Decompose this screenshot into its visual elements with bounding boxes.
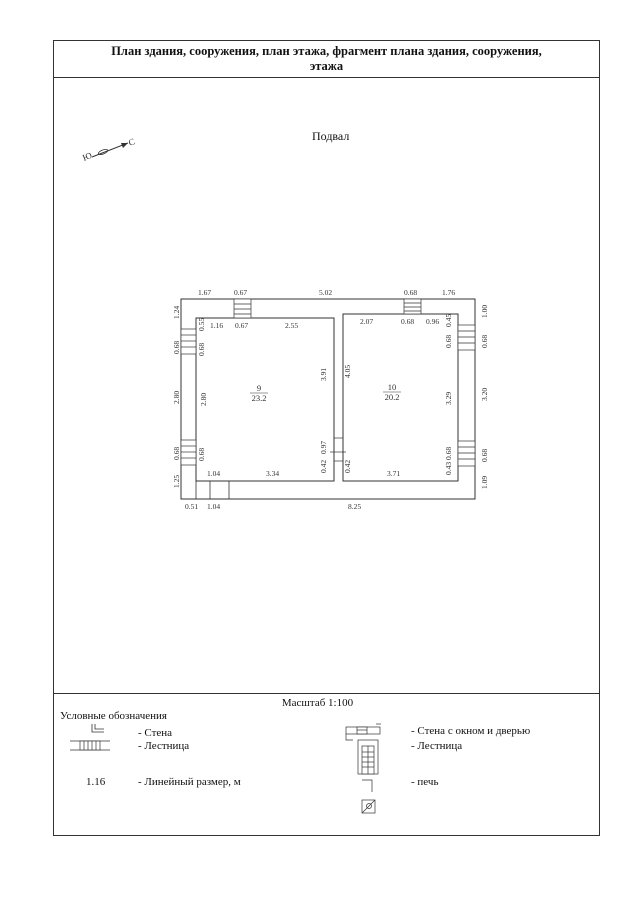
- stair-right-lower: [458, 441, 475, 466]
- legend-stair: - Лестница: [138, 740, 190, 752]
- dim-ri-b: 3.29: [444, 391, 453, 405]
- title-line-1: План здания, сооружения, план этажа, фрагмент плана здания, сооружения,: [111, 44, 542, 58]
- legend-dim-sample: 1.16: [86, 776, 106, 788]
- dim-ri-d: 0.43: [444, 461, 453, 475]
- stair-top-left: [234, 299, 251, 318]
- dim-lo-b: 0.68: [172, 340, 181, 354]
- scale-label: Масштаб 1:100: [281, 697, 354, 709]
- room-9-area: 23.2: [251, 393, 267, 403]
- stair-symbol-icon: [70, 741, 110, 750]
- dim-lo-d: 0.68: [172, 446, 181, 460]
- dim-ib-a: 1.04: [207, 469, 221, 478]
- dim-li-d: 0.68: [197, 447, 206, 461]
- outer-wall: [181, 299, 475, 499]
- room-10-label: [383, 382, 401, 402]
- wall-symbol-icon: [92, 724, 104, 732]
- dim-lo-a: 1.24: [172, 305, 181, 319]
- dim-top-b: 0.67: [234, 288, 248, 297]
- dim-top-c: 5.02: [319, 288, 333, 297]
- stair-top-right: [404, 299, 421, 314]
- dim-ml-a: 3.91: [319, 367, 328, 381]
- dim-ro-d: 0.68: [480, 448, 489, 462]
- dim-lo-c: 2.80: [172, 390, 181, 404]
- dim-itl-a: 1.16: [210, 321, 224, 330]
- dim-li-b: 0.68: [197, 342, 206, 356]
- dim-top-a: 1.67: [198, 288, 212, 297]
- dim-ro-e: 1.09: [480, 475, 489, 489]
- stair-right-upper: [458, 325, 475, 350]
- dim-itr-c: 0.96: [426, 317, 440, 326]
- dim-b-b: 1.04: [207, 502, 221, 511]
- dim-itr-a: 2.07: [360, 317, 374, 326]
- compass-south: Ю: [81, 150, 94, 163]
- dim-ro-a: 1.00: [480, 304, 489, 318]
- dim-ro-c: 3.20: [480, 387, 489, 401]
- legend-wall: - Стена: [138, 727, 173, 739]
- compass-north: С: [127, 136, 137, 148]
- room-9-label: [250, 383, 268, 403]
- dim-itl-b: 0.67: [235, 321, 249, 330]
- dim-li-c: 2.80: [199, 392, 208, 406]
- legend-title: Условные обозначения: [60, 710, 167, 722]
- legend-divider: [53, 693, 600, 694]
- dim-ri-a: 0.68: [444, 334, 453, 348]
- stair-left-lower: [181, 440, 196, 465]
- dim-itl-c: 2.55: [285, 321, 299, 330]
- dim-mr-b: 0.42: [343, 459, 352, 473]
- stair-left-upper: [181, 329, 196, 354]
- dim-ml-b: 0.97: [319, 440, 328, 454]
- room-10-wall: [343, 314, 458, 481]
- dim-b-c: 8.25: [348, 502, 362, 511]
- room-10-number: 10: [387, 382, 397, 392]
- dimension-labels: [172, 288, 489, 511]
- dim-ib-b: 3.34: [266, 469, 280, 478]
- room-10-area: 20.2: [384, 392, 400, 402]
- middle-door: [330, 438, 346, 461]
- dim-top-d: 0.68: [404, 288, 418, 297]
- dim-itr-d: 0.45: [444, 313, 453, 327]
- title-line-2: этажа: [309, 59, 344, 73]
- wall-window-door-symbol-icon: [346, 724, 381, 740]
- floor-label: Подвал: [312, 129, 350, 143]
- dim-itr-b: 0.68: [401, 317, 415, 326]
- dim-lo-e: 1.25: [172, 474, 181, 488]
- dim-b-a: 0.51: [185, 502, 199, 511]
- stove-symbol-icon: [362, 780, 375, 813]
- room-9-number: 9: [256, 383, 262, 393]
- dim-ri-c: 0.68: [444, 446, 453, 460]
- legend-stair2: - Лестница: [411, 740, 463, 752]
- stair2-symbol-icon: [358, 740, 378, 774]
- dim-mr-a: 4.05: [343, 364, 352, 378]
- compass-icon: [81, 136, 136, 163]
- dim-ib-c: 3.71: [387, 469, 401, 478]
- legend-stove: - печь: [411, 776, 439, 788]
- dim-ro-b: 0.68: [480, 334, 489, 348]
- dim-top-e: 1.76: [442, 288, 456, 297]
- bottom-left-entry: [196, 481, 229, 499]
- dim-ml-c: 0.42: [319, 459, 328, 473]
- legend-dim: - Линейный размер, м: [138, 776, 241, 788]
- legend-wall-window-door: - Стена с окном и дверью: [411, 725, 531, 737]
- dim-li-a: 0.55: [197, 317, 206, 331]
